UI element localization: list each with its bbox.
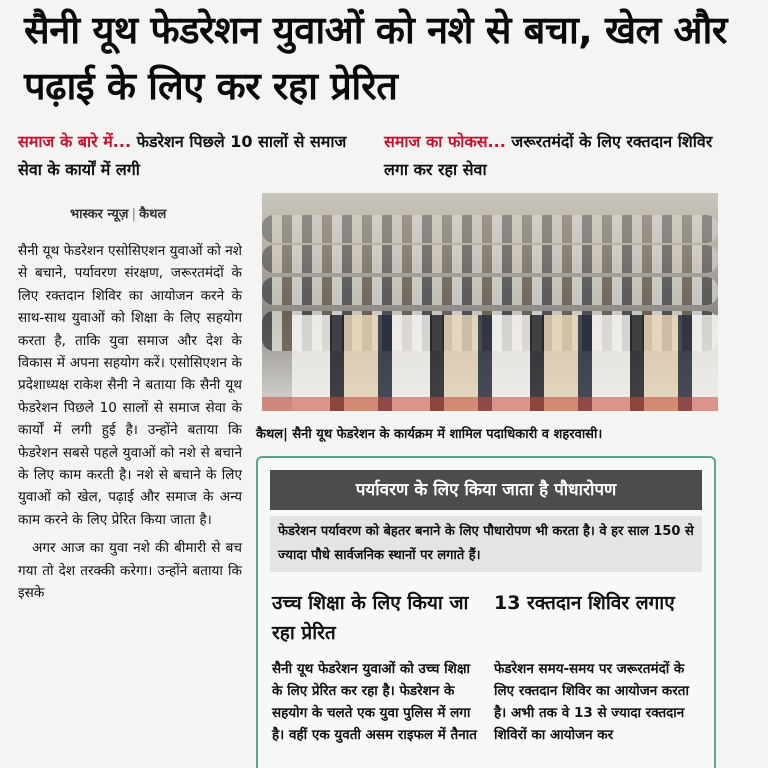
deck-right-kicker: समाज का फोकस...	[384, 132, 506, 151]
body-column	[18, 240, 242, 611]
info-box-intro: फेडरेशन पर्यावरण को बेहतर बनाने के लिए पौधारोपण भी करता है। वे हर साल 150 से ज्यादा पौधे सार्वजनिक स्थानों पर लगाते हैं।	[270, 516, 702, 572]
headline: सैनी यूथ फेडरेशन युवाओं को नशे से बचा, खेल और पढ़ाई के लिए कर रहा प्रेरित	[24, 8, 727, 108]
byline-place: कैथल	[139, 207, 167, 222]
deck-left	[18, 128, 348, 184]
info-box-header: पर्यावरण के लिए किया जाता है पौधारोपण	[270, 470, 702, 510]
photo-caption: कैथल| सैनी यूथ फेडरेशन के कार्यक्रम में शामिल पदाधिकारी व शहरवासी।	[256, 427, 603, 442]
education-heading: उच्च शिक्षा के लिए किया जा रहा प्रेरित	[272, 592, 469, 644]
byline-separator: |	[131, 207, 137, 222]
event-photo	[262, 193, 718, 411]
body-paragraph-2: अगर आज का युवा नशे की बीमारी से बच गया तो देश तरक्की करेगा। उन्होंने बताया कि इसके	[18, 540, 242, 602]
photo-floor	[262, 397, 718, 411]
photo-crowd-row	[262, 277, 718, 305]
byline	[70, 204, 166, 222]
photo-crowd-row	[262, 245, 718, 273]
deck-left-kicker: समाज के बारे में...	[18, 132, 132, 151]
deck-right	[384, 128, 714, 184]
deck-left-text: फेडरेशन पिछले 10 सालों से समाज सेवा के कार्यों में लगी	[18, 132, 347, 179]
deck-right-text: जरूरतमंदों के लिए रक्तदान शिविर लगा कर रहा सेवा	[384, 132, 713, 179]
photo-crowd-row	[262, 215, 718, 243]
byline-agency: भास्कर न्यूज़	[70, 207, 129, 222]
blood-donation-body: फेडरेशन समय-समय पर जरूरतमंदों के लिए रक्तदान शिविर का आयोजन करता है। अभी तक वे 13 से ज्यादा रक्तदान शिविरों का आयोजन कर	[494, 661, 690, 743]
blood-donation-heading: 13 रक्तदान शिविर लगाए	[494, 592, 675, 614]
body-paragraph-1: सैनी यूथ फेडरेशन एसोसिएशन युवाओं को नशे से बचाने, पर्यावरण संरक्षण, जरूरतमंदों के लिए रक्तदान शिविर का आयोजन करने के साथ-साथ युवाओं को शिक्षा के लिए सहयोग करता है, ताकि युवा समाज और देश के विकास में अपना सहयोग करें। एसोसिएशन के प्रदेशाध्यक्ष राकेश सैनी ने बताया कि सैनी यूथ फेडरेशन पिछले 10 सालों से समाज सेवा के कार्यों में लगी हुई है। उन्होंने बताया कि फेडरेशन सबसे पहले युवाओं को नशे से बचाने के लिए काम करती है। नशे से बचाने के लिए युवाओं को खेल, पढ़ाई और समाज के अन्य काम करने के लिए प्रेरित किया जाता है।	[18, 243, 242, 528]
education-body: सैनी यूथ फेडरेशन युवाओं को उच्च शिक्षा के लिए प्रेरित कर रहा है। फेडरेशन के सहयोग के चलते एक युवा पुलिस में लगा है। वहीं एक युवती असम राइफल में तैनात	[272, 661, 477, 743]
